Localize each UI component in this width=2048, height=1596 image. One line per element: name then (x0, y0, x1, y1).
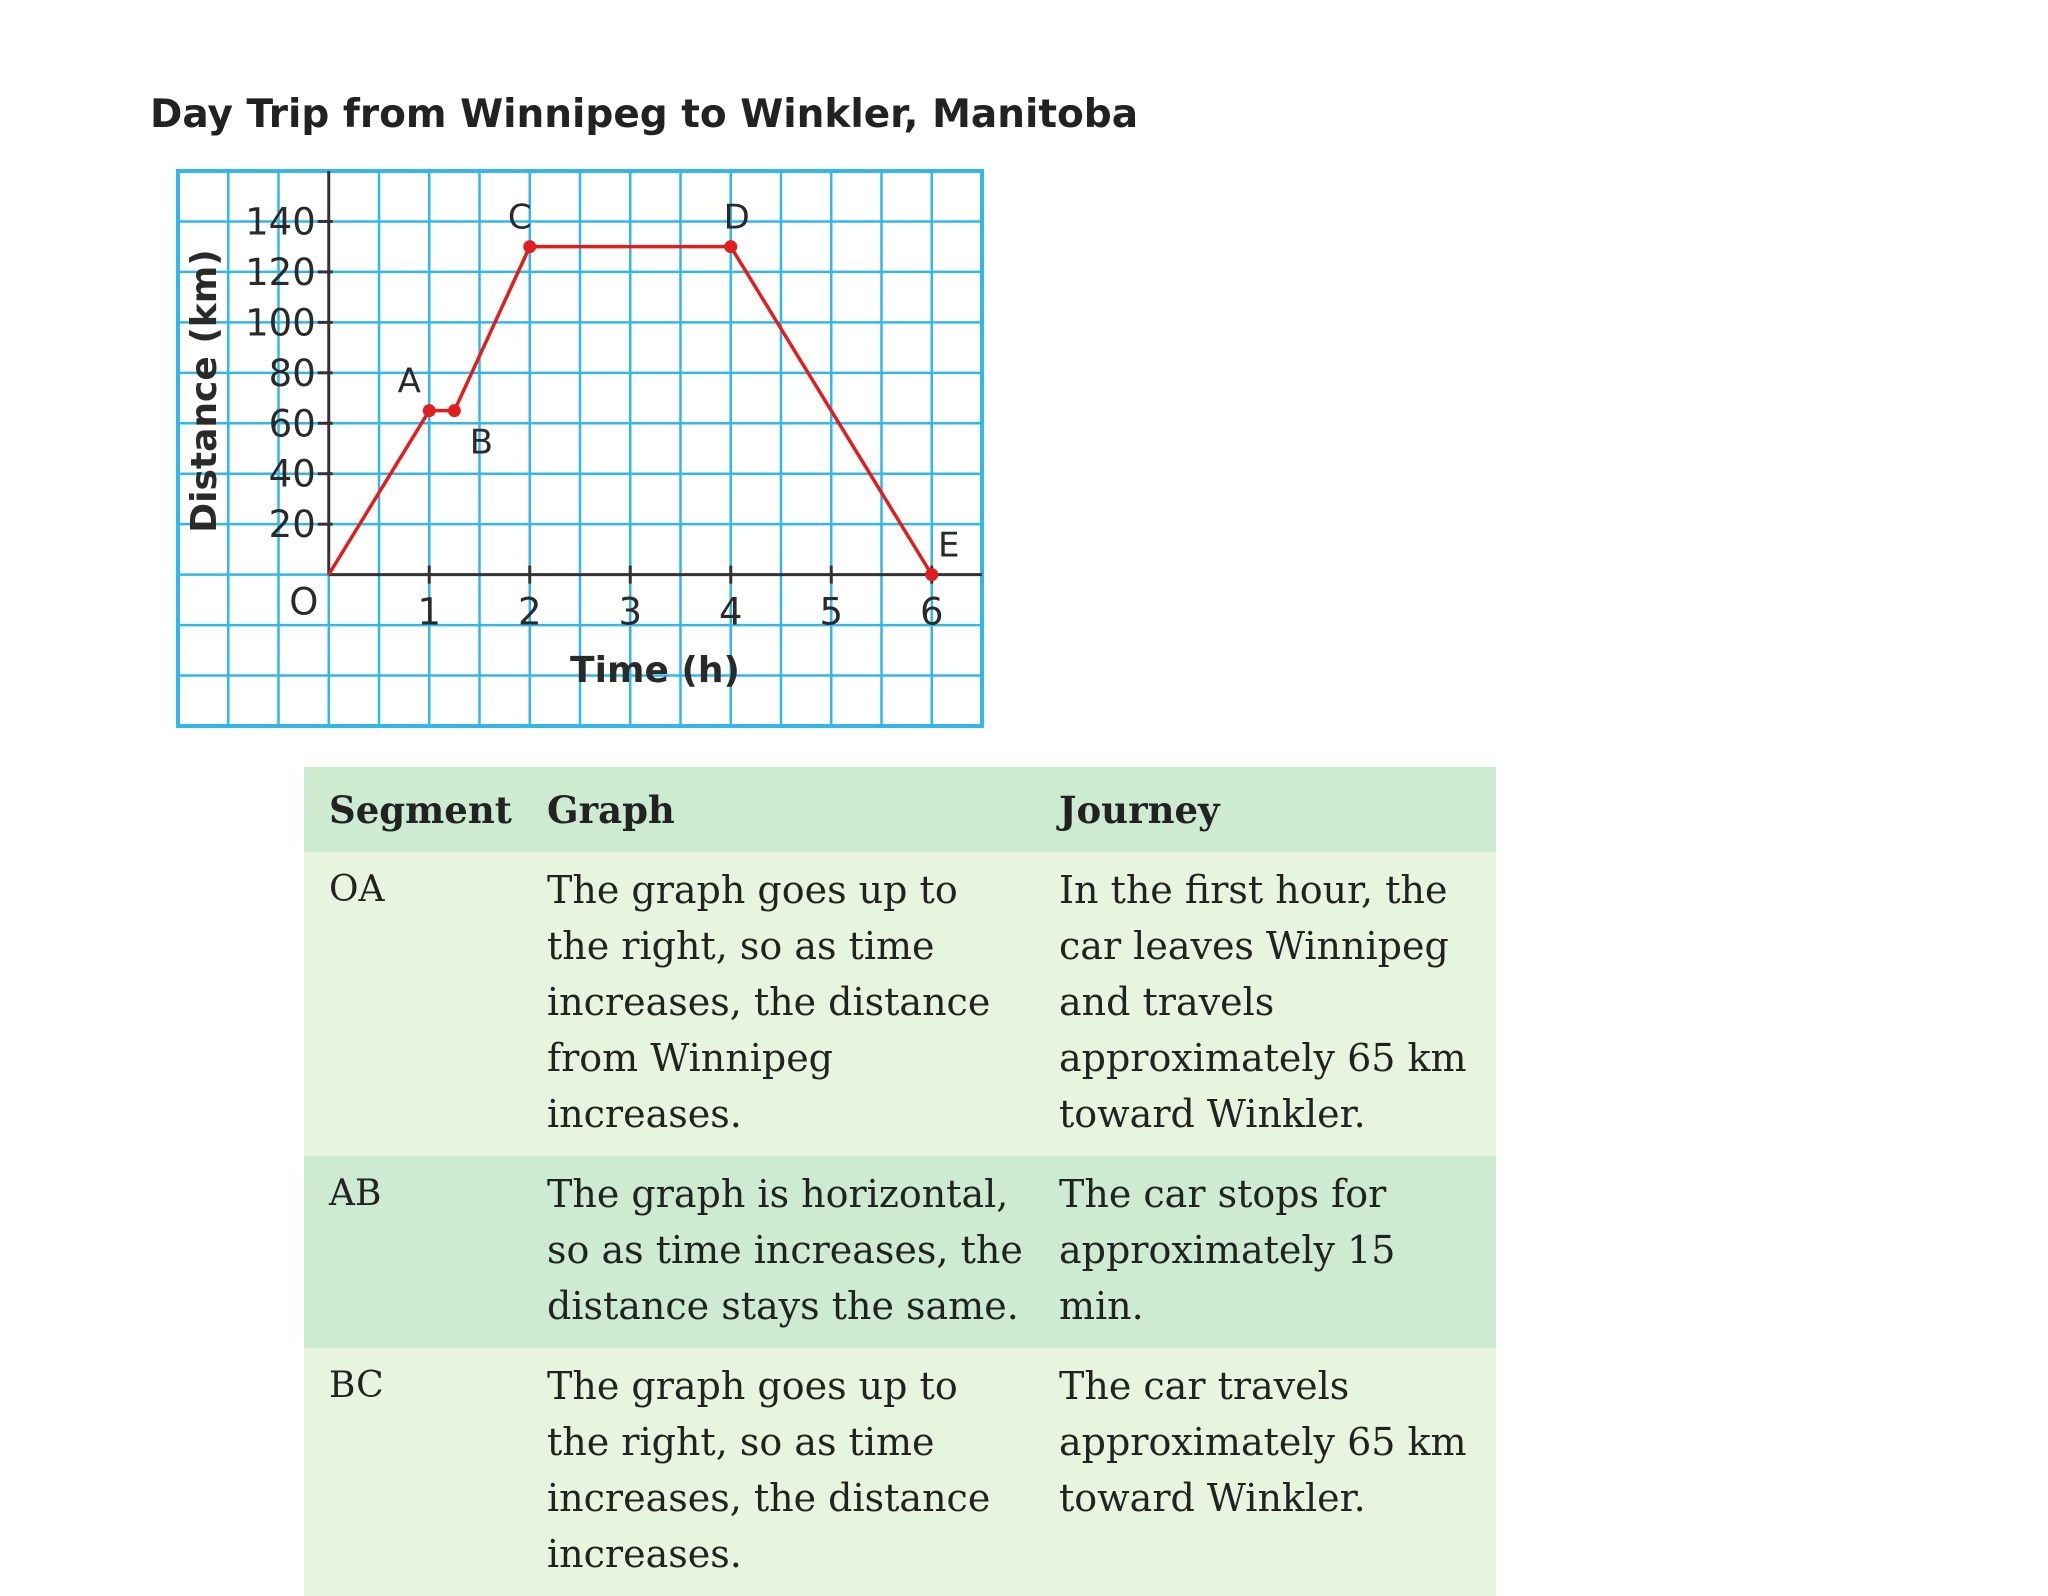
x-axis-label: Time (h) (570, 650, 740, 691)
journey-cell: The car travels approximately 65 km toward Winkler. (1034, 1348, 1496, 1596)
data-point-a (423, 404, 436, 417)
point-label-a: A (397, 361, 421, 402)
point-label-d: D (723, 197, 750, 238)
table-header-row (304, 767, 1496, 852)
point-label-c: C (507, 197, 532, 238)
x-tick-label: 1 (417, 590, 442, 634)
graph-cell: The graph is horizontal, so as time increases, the distance stays the same. (522, 1156, 1034, 1348)
x-tick-label: 3 (618, 590, 643, 634)
data-point-e (925, 568, 938, 581)
y-tick-label: 60 (268, 402, 316, 446)
journey-cell: In the first hour, the car leaves Winnipeg and travels approximately 65 km toward Winkler. (1034, 852, 1496, 1156)
origin-label: O (289, 580, 319, 624)
y-axis-label: Distance (km) (184, 249, 225, 533)
table-row (304, 1348, 1496, 1596)
graph-cell: The graph goes up to the right, so as time increases, the distance increases. (522, 1348, 1034, 1596)
x-tick-label: 4 (718, 590, 743, 634)
table-row (304, 1156, 1496, 1348)
y-tick-label: 140 (245, 200, 316, 244)
x-tick-label: 2 (517, 590, 542, 634)
segment-table (304, 767, 1496, 1596)
point-label-b: B (469, 422, 494, 463)
y-tick-label: 20 (268, 503, 316, 547)
data-point-c (523, 240, 536, 253)
column-header-segment: Segment (304, 767, 522, 852)
table-row (304, 852, 1496, 1156)
chart-title: Day Trip from Winnipeg to Winkler, Manitoba (150, 92, 1139, 137)
y-tick-label: 100 (245, 301, 316, 345)
segment-cell: OA (304, 852, 522, 1156)
graph-cell: The graph goes up to the right, so as time increases, the distance from Winnipeg increases. (522, 852, 1034, 1156)
data-point-b (448, 404, 461, 417)
column-header-journey: Journey (1034, 767, 1496, 852)
x-tick-label: 5 (819, 590, 844, 634)
segment-cell: AB (304, 1156, 522, 1348)
x-tick-label: 6 (919, 590, 944, 634)
journey-cell: The car stops for approximately 15 min. (1034, 1156, 1496, 1348)
data-point-d (724, 240, 737, 253)
column-header-graph: Graph (522, 767, 1034, 852)
y-tick-label: 120 (245, 250, 316, 294)
y-tick-label: 40 (268, 452, 316, 496)
point-label-e: E (938, 525, 960, 566)
y-tick-label: 80 (268, 351, 316, 395)
segment-cell: BC (304, 1348, 522, 1596)
